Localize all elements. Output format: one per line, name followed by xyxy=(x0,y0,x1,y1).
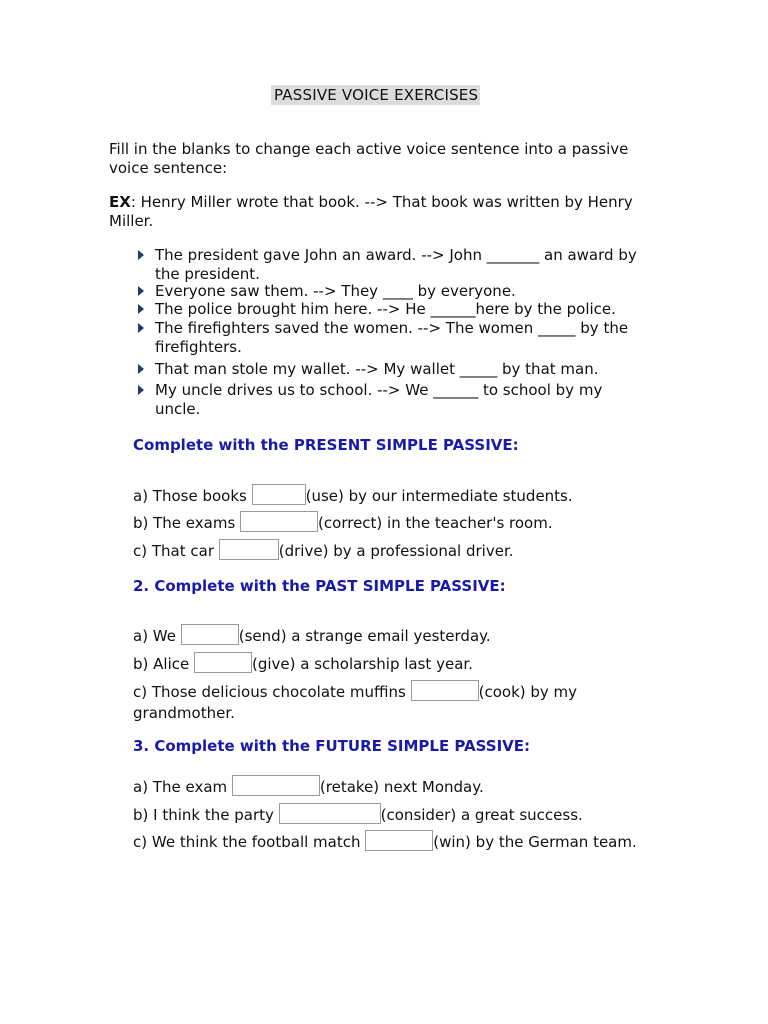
answer-input-2a[interactable] xyxy=(181,624,239,645)
instructions: Fill in the blanks to change each active voice sentence into a passive voice sentence: xyxy=(109,140,629,177)
example-label: EX xyxy=(109,193,131,211)
example xyxy=(109,193,649,231)
example-text: : Henry Miller wrote that book. --> That book was written by Henry Miller. xyxy=(109,193,633,230)
answer-input-3b[interactable] xyxy=(279,803,381,824)
arrow-bullet-icon xyxy=(138,364,144,374)
question-3c: c) We think the football match (win) by the German team. xyxy=(133,830,646,853)
question-2c: c) Those delicious chocolate muffins (cook) by my grandmother. xyxy=(133,680,613,724)
question-3a: a) The exam (retake) next Monday. xyxy=(133,775,633,798)
answer-input-3a[interactable] xyxy=(232,775,320,796)
list-item-text: The police brought him here. --> He ______here by the police. xyxy=(155,300,616,318)
answer-input-1a[interactable] xyxy=(252,484,306,505)
question-2b: b) Alice (give) a scholarship last year. xyxy=(133,652,633,675)
section-heading-present: Complete with the PRESENT SIMPLE PASSIVE: xyxy=(133,436,519,454)
list-item-text: That man stole my wallet. --> My wallet _____ by that man. xyxy=(155,360,599,378)
list-item-text: My uncle drives us to school. --> We ______ to school by my uncle. xyxy=(155,381,603,418)
list-item-text: Everyone saw them. --> They ____ by everyone. xyxy=(155,282,516,300)
section-heading-future: 3. Complete with the FUTURE SIMPLE PASSIVE: xyxy=(133,737,531,755)
question-1b: b) The exams (correct) in the teacher's room. xyxy=(133,511,633,534)
answer-input-2b[interactable] xyxy=(194,652,252,673)
arrow-bullet-icon xyxy=(138,385,144,395)
answer-input-3c[interactable] xyxy=(365,830,433,851)
arrow-bullet-icon xyxy=(138,323,144,333)
list-item-text: The firefighters saved the women. --> The women _____ by the firefighters. xyxy=(155,319,629,356)
answer-input-2c[interactable] xyxy=(411,680,479,701)
answer-input-1b[interactable] xyxy=(240,511,318,532)
question-1c: c) That car (drive) by a professional driver. xyxy=(133,539,633,562)
question-3b: b) I think the party (consider) a great success. xyxy=(133,803,633,826)
question-1a: a) Those books (use) by our intermediate students. xyxy=(133,484,633,507)
arrow-bullet-icon xyxy=(138,286,144,296)
answer-input-1c[interactable] xyxy=(219,539,279,560)
arrow-bullet-icon xyxy=(138,250,144,260)
section-heading-past: 2. Complete with the PAST SIMPLE PASSIVE: xyxy=(133,577,506,595)
arrow-bullet-icon xyxy=(138,304,144,314)
page-title: PASSIVE VOICE EXERCISES xyxy=(271,85,480,105)
list-item-text: The president gave John an award. --> John _______ an award by the president. xyxy=(155,246,637,283)
question-2a: a) We (send) a strange email yesterday. xyxy=(133,624,633,647)
